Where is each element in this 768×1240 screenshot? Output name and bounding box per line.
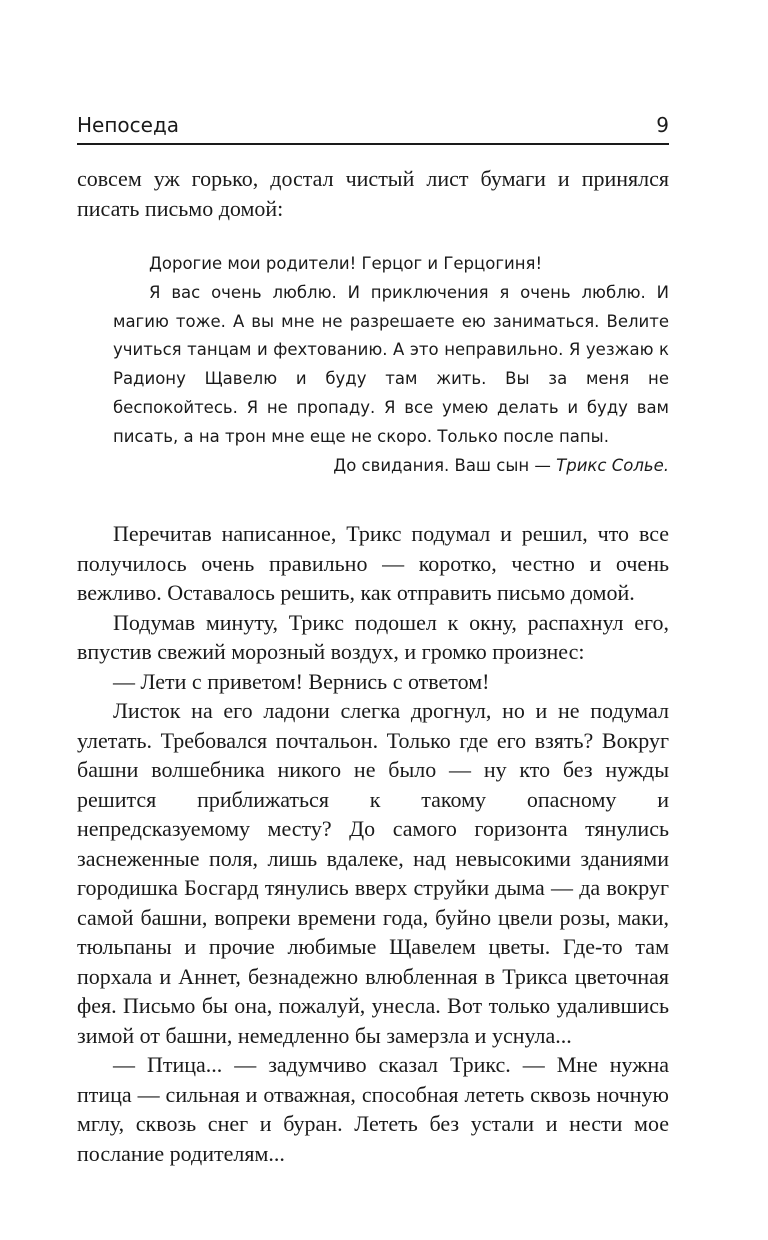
letter-greeting: Дорогие мои родители! Герцог и Герцогиня! (149, 254, 543, 273)
signature-name: Трикс Солье. (556, 455, 669, 475)
chapter-title: Непоседа (77, 113, 180, 137)
paragraph: — Птица... — задумчиво сказал Трикс. — Мне нужна птица — сильная и отважная, способная лететь сквозь ночную мглу, сквозь снег и буран. Лететь без устали и нести мое послание родителям... (77, 1052, 669, 1166)
letter-body: Я вас очень люблю. И приключения я очень люблю. И магию тоже. А вы мне не разрешаете ею заниматься. Велите учиться танцам и фехтованию. А это неправильно. Я уезжаю к Радиону Щавелю и буду там жить. Вы за меня не беспокойтесь. Я не пропаду. Я все умею делать и буду вам писать, а на трон мне еще не скоро. Только после папы. (113, 282, 669, 446)
book-page (77, 112, 669, 1168)
letter-block (113, 250, 669, 480)
intro-paragraph: совсем уж горько, достал чистый лист бумаги и принялся писать письмо домой: (77, 166, 669, 221)
paragraph: Листок на его ладони слегка дрогнул, но и не подумал улетать. Требовался почтальон. Только где его взять? Вокруг башни волшебника никого не было — ну кто без нужды решится приближаться к такому опасному и непредсказуемому месту? До самого горизонта тянулись заснеженные поля, лишь вдалеке, над невысокими зданиями городишка Босгард тянулись вверх струйки дыма — да вокруг самой башни, вопреки времени года, буйно цвели розы, маки, тюльпаны и прочие любимые Щавелем цветы. Где-то там порхала и Аннет, безнадежно влюбленная в Трикса цветочная фея. Письмо бы она, пожалуй, унесла. Вот только удалившись зимой от башни, немедленно бы замерзла и уснула... (77, 698, 669, 1048)
paragraph: — Лети с приветом! Вернись с ответом! (113, 668, 490, 694)
running-header (77, 112, 669, 145)
letter-signature (113, 452, 669, 481)
intro-block (77, 164, 669, 223)
story-text (77, 519, 669, 1168)
signature-prefix: До свидания. Ваш сын — (333, 455, 557, 475)
page-number: 9 (656, 113, 669, 137)
paragraph: Перечитав написанное, Трикс подумал и решил, что все получилось очень правильно — коротко, честно и очень вежливо. Оставалось решить, как отправить письмо домой. (77, 521, 669, 606)
paragraph: Подумав минуту, Трикс подошел к окну, распахнул его, впустив свежий морозный воздух, и громко произнес: (77, 609, 669, 665)
